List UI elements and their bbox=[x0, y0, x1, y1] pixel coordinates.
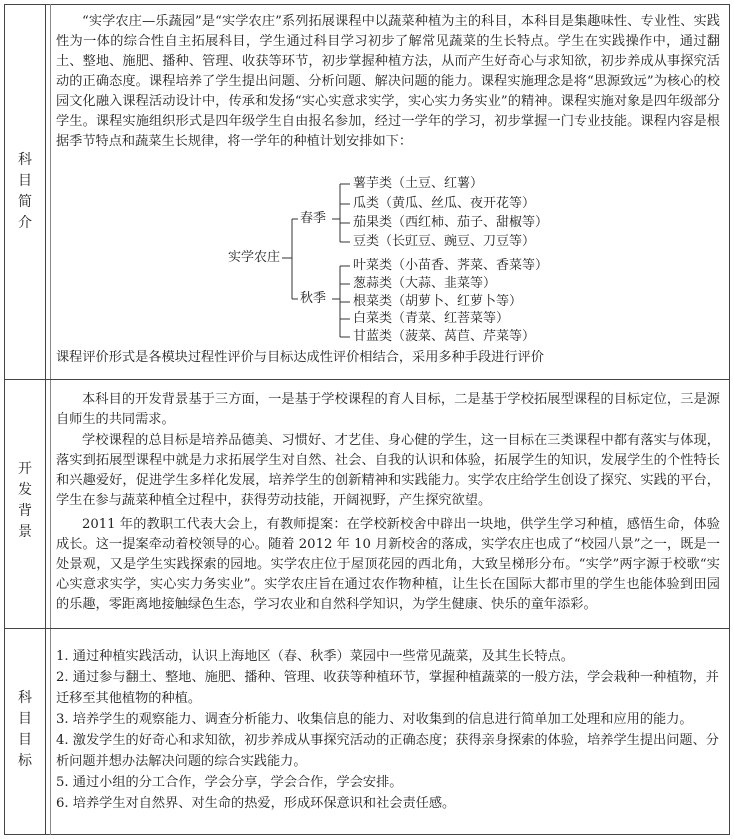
label-char: 背 bbox=[18, 503, 32, 519]
label-char: 目 bbox=[18, 732, 32, 748]
goal-item: 4. 激发学生的好奇心和求知欲，初步养成从事探究活动的正确态度；获得亲身探索的体验，培养学生提出问题、分析问题并想办法解决问题的综合实践能力。 bbox=[56, 733, 719, 769]
label-char: 科 bbox=[18, 152, 32, 168]
goal-item: 3. 培养学生的观察能力、调查分析能力、收集信息的能力、对收集到的信息进行简单加工处理和应用的能力。 bbox=[56, 712, 693, 727]
section-label-goals bbox=[8, 688, 42, 772]
tree-leaf-spring: 薯芋类（土豆、红薯） bbox=[353, 176, 484, 191]
evaluation-paragraph: 课程评价形式是各模块过程性评价与目标达成性评价相结合，采用多种手段进行评价 bbox=[56, 350, 544, 365]
intro-paragraph: “实学农庄—乐蔬园”是“实学农庄”系列拓展课程中以蔬菜种植为主的科目，本科目是集趣味性、专业性、实践性为一体的综合性自主拓展科目，学生通过科目学习初步了解常见蔬菜的生长特点。学生在实践操作中，通过翻土、整地、施肥、播种、管理、收获等环节，初步掌握种植方法，从而产生好奇心与求知欲，初步养成从事探究活动的正确态度。课程培养了学生提出问题、分析问题、解决问题的能力。课程实施理念是将“思源致远”为核心的校园文化融入课程活动设计中，传承和发扬“实心实意求实学，实心实力务实业”的精神。课程实施对象是四年级部分学生。课程实施组织形式是四年级学生自由报名参加，经过一学年的学习，初步掌握一门专业技能。课程内容是根据季节特点和蔬菜生长规律，将一学年的种植计划安排如下： bbox=[56, 14, 720, 149]
tree-leaf-spring: 茄果类（西红柿、茄子、甜椒等） bbox=[353, 215, 549, 230]
label-char: 简 bbox=[18, 194, 32, 210]
tree-leaf-autumn: 白菜类（青菜、红菩菜等） bbox=[353, 311, 510, 326]
label-char: 标 bbox=[18, 753, 32, 769]
label-char: 目 bbox=[18, 173, 32, 189]
column-divider-inner bbox=[50, 4, 51, 835]
label-char: 景 bbox=[18, 524, 32, 540]
column-divider bbox=[45, 4, 46, 835]
background-paragraph: 学校课程的总目标是培养品德美、习惯好、才艺佳、身心健的学生，这一目标在三类课程中都有落实与体现，落实到拓展型课程中就是力求拓展学生对自然、社会、自我的认识和体验，拓展学生的知识，发展学生的个性特长和兴趣爱好，促进学生多样化发展，培养学生的创新精神和实践能力。实学农庄给学生创设了探究、实践的平台，学生在参与蔬菜种植全过程中，获得劳动技能，开阔视野，产生探究欲望。 bbox=[56, 433, 720, 508]
label-char: 介 bbox=[18, 215, 32, 231]
row-divider bbox=[4, 379, 730, 380]
section-label-intro bbox=[8, 150, 42, 234]
label-char: 科 bbox=[18, 690, 32, 706]
label-char: 目 bbox=[18, 711, 32, 727]
label-char: 发 bbox=[18, 482, 32, 498]
goal-item: 2. 通过参与翻土、整地、施肥、播种、管理、收获等种植环节，掌握种植蔬菜的一般方法，学会栽种一种植物，并迁移至其他植物的种植。 bbox=[56, 670, 719, 706]
goal-item: 5. 通过小组的分工合作，学会分享，学会合作，学会安排。 bbox=[56, 775, 403, 790]
section-label-background bbox=[8, 459, 42, 543]
tree-leaf-autumn: 根菜类（胡萝卜、红萝卜等） bbox=[353, 294, 523, 309]
label-char: 开 bbox=[18, 461, 32, 477]
goal-item: 6. 培养学生对自然界、对生命的热爱，形成环保意识和社会责任感。 bbox=[56, 796, 456, 811]
tree-branch-spring: 春季 bbox=[300, 211, 327, 226]
goal-item: 1. 通过种植实践活动，认识上海地区（春、秋季）菜园中一些常见蔬菜，及其生长特点。 bbox=[56, 649, 574, 664]
background-paragraph: 本科目的开发背景基于三方面，一是基于学校课程的育人目标，二是基于学校拓展型课程的目标定位，三是源自师生的共同需求。 bbox=[56, 392, 720, 427]
tree-root: 实学农庄 bbox=[228, 250, 281, 265]
tree-leaf-autumn: 甘蓝类（菠菜、莴苣、芹菜等） bbox=[353, 329, 536, 344]
tree-leaf-spring: 豆类（长豇豆、豌豆、刀豆等） bbox=[353, 234, 536, 249]
tree-leaf-autumn: 葱蒜类（大蒜、韭菜等） bbox=[353, 276, 497, 291]
tree-branch-autumn: 秋季 bbox=[300, 291, 327, 306]
row-divider bbox=[4, 628, 730, 629]
tree-leaf-autumn: 叶菜类（小苗香、荠菜、香菜等） bbox=[353, 258, 549, 273]
tree-leaf-spring: 瓜类（黄瓜、丝瓜、夜开花等） bbox=[353, 196, 536, 211]
background-paragraph: 2011 年的教职工代表大会上，有教师提案：在学校新校舍中辟出一块地，供学生学习种植，感悟生命，体验成长。这一提案牵动着校领导的心。随着 2012 年 10 月新校舍的落成，实学农庄也成了“校园八景”之一，既是一处景观，又是学生实践探索的园地。实学农庄位于屋顶花园的西北角，大致呈梯形分布。“实学”两字源于校歌“实心实意求实学，实心实力务实业”。实学农庄旨在通过农作物种植，让生长在国际大都市里的学生也能体验到田园的乐趣，零距离地接触绿色生态，学习农业和自然科学知识，为学生健康、快乐的童年添彩。 bbox=[56, 517, 720, 612]
